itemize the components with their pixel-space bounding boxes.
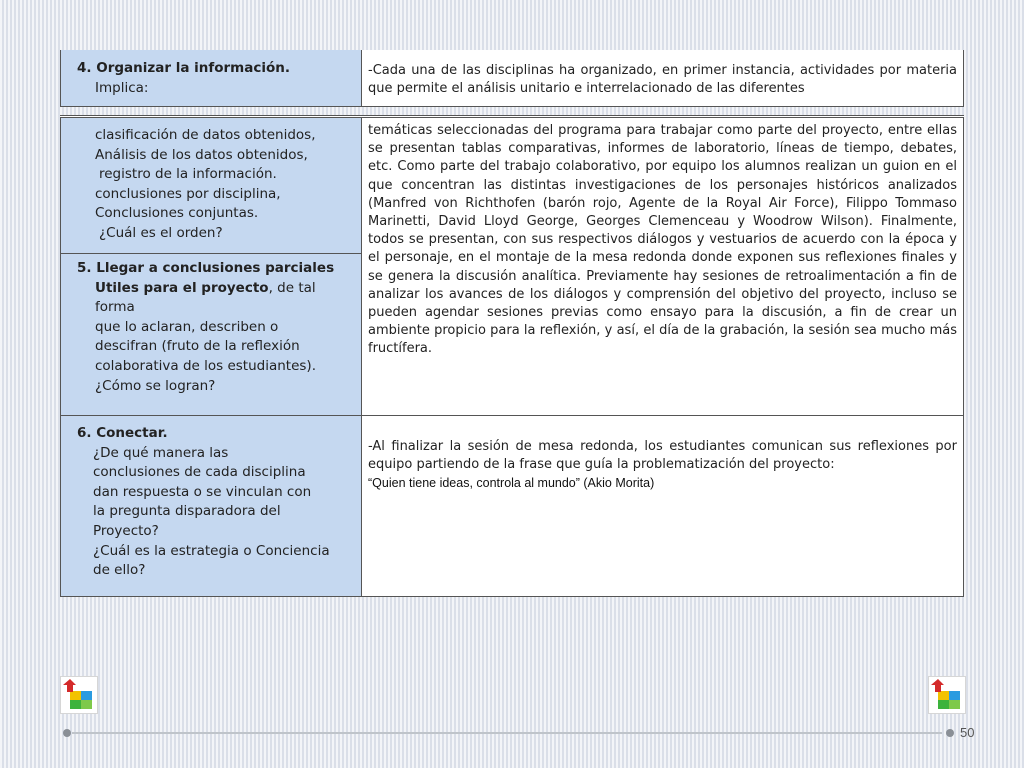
page-number: 50 <box>960 725 975 740</box>
list-item: que lo aclaran, describen o <box>95 318 279 335</box>
list-item: ¿Cómo se logran? <box>95 377 216 394</box>
list-item: Conclusiones conjuntas. <box>95 205 259 222</box>
list-item: descifran (fruto de la reflexión <box>95 338 300 355</box>
list-item: ¿De qué manera las <box>93 444 229 461</box>
row5-heading-rest: , de tal forma <box>95 279 316 316</box>
row4-cont-left-cell <box>61 117 362 254</box>
row6-right-text: -Al finalizar la sesión de mesa redonda, los estudiantes comunican sus reflexiones por equipo partiendo de la frase que guía la problematización del proyecto: <box>368 439 957 473</box>
table-row <box>61 117 964 254</box>
row6-quote: “Quien tiene ideas, controla al mundo” (Akio Morita) <box>368 476 655 491</box>
list-item: registro de la información. <box>99 166 277 183</box>
row4-right-text: -Cada una de las disciplinas ha organizado, en primer instancia, actividades por materia que permite el análisis unitario e interrelacionado de las diferentes <box>368 63 957 97</box>
merged-right-text: temáticas seleccionadas del programa para trabajar como parte del proyecto, entre ellas se presentan tablas comparativas, informes de laboratorio, líneas de tiempo, debates, etc. Como parte del trabajo colaborativo, por equipo los alumnos realizan un guion en el que concentran las distintas investigaciones de los personajes históricos analizados (Manfred von Richthofen (barón rojo, Agente de la Royal Air Force), Filippo Tommaso Marinetti, David Lloyd George, Georges Clemenceau y Woodrow Wilson). Finalmente, todos se presentan, con sus respectivos diálogos y vestuarios de acuerdo con la época y el personaje, en el montaje de la mesa redonda donde exponen sus reflexiones finales y se genera la discusión analítica. Previamente hay sesiones de retroalimentación a fin de analizar los avances de los diálogos y comprensión del objetivo del proyecto, incluso se pueden agendar sesiones previas como ensayo para la discusión, a fin de crear un ambiente propicio para la reflexión, y así, el día de la grabación, la sesión sea mucho más fructífera. <box>368 123 957 357</box>
next-slide-button[interactable] <box>928 676 966 714</box>
list-item: colaborativa de los estudiantes). <box>95 357 316 374</box>
left-dot-icon <box>63 729 71 737</box>
puzzle-icon <box>61 677 97 713</box>
row4-sub: Implica: <box>95 79 149 96</box>
list-item: conclusiones de cada disciplina <box>93 464 306 481</box>
row4-right-cell <box>362 50 964 106</box>
puzzle-icon <box>929 677 965 713</box>
row6-heading: 6. Conectar. <box>77 425 168 441</box>
list-item: dan respuesta o se vinculan con <box>93 483 312 500</box>
row6-left-cell <box>61 416 362 597</box>
merged-right-cell <box>362 117 964 416</box>
list-item: Proyecto? <box>93 522 159 539</box>
row5-left-cell <box>61 254 362 416</box>
table-top <box>60 50 964 107</box>
table-row <box>61 416 964 597</box>
table-bottom <box>60 115 964 597</box>
table-row <box>61 50 964 106</box>
row6-right-cell <box>362 416 964 597</box>
list-item: ¿Cuál es el orden? <box>99 224 223 241</box>
row4-heading: 4. Organizar la información. <box>77 60 290 76</box>
list-item: clasificación de datos obtenidos, <box>95 127 316 143</box>
list-item: ¿Cuál es la estrategia o Conciencia <box>93 542 330 559</box>
row5-heading: 5. Llegar a conclusiones parciales <box>77 260 335 276</box>
row5-heading-bold: Utiles para el proyecto <box>95 279 269 296</box>
right-dot-icon <box>946 729 954 737</box>
row5-heading-line2 <box>77 279 355 318</box>
row4-left-cell <box>61 50 362 106</box>
previous-slide-button[interactable] <box>60 676 98 714</box>
list-item: de ello? <box>93 562 146 579</box>
list-item: la pregunta disparadora del <box>93 503 281 520</box>
footer-divider <box>72 732 942 734</box>
list-item: Análisis de los datos obtenidos, <box>95 146 308 163</box>
list-item: conclusiones por disciplina, <box>95 185 281 202</box>
